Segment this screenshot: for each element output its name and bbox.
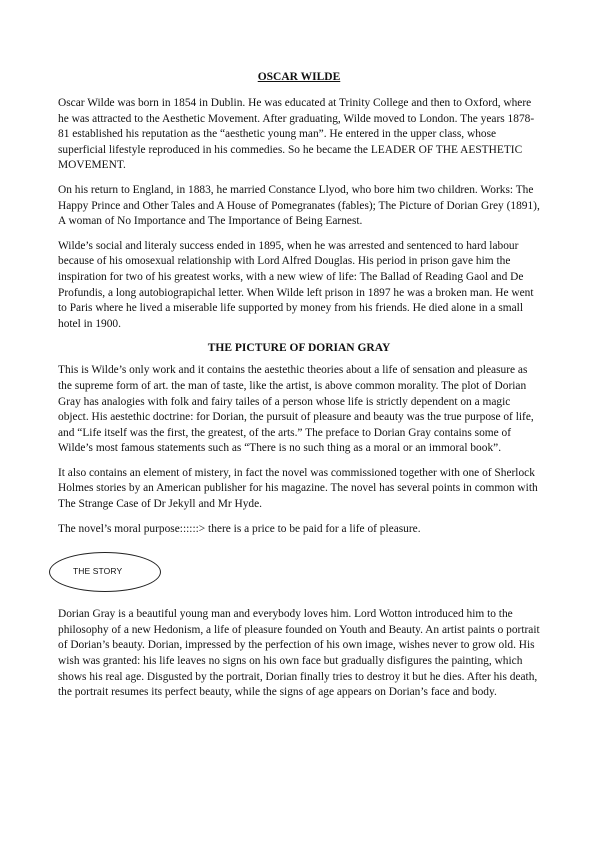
bio-paragraph: On his return to England, in 1883, he married Constance Llyod, who bore him two children. Works: The Happy Prince and Other Tales and A House of Pomegranates (fables); The Picture of Dorian Grey (1891), A woman of No Importance and The Importance of Being Earnest.: [58, 183, 540, 228]
story-label: THE STORY: [73, 566, 123, 577]
bio-paragraph: Oscar Wilde was born in 1854 in Dublin. He was educated at Trinity College and then to Oxford, where he was attracted to the Aesthetic Movement. After graduating, Wilde moved to London. The years 1878-81 established his reputation as the “aesthetic young man”. He entered in the upper class, whose superficial lifestyle reproduced in his commedies. So he became the LEADER OF THE AESTHETIC MOVEMENT.: [58, 97, 535, 172]
document-title: OSCAR WILDE: [257, 71, 341, 83]
dorian-paragraph: The novel’s moral purpose::::::> there is a price to be paid for a life of pleasure.: [58, 522, 421, 535]
document-page: [58, 70, 540, 710]
story-oval-label: [49, 546, 540, 601]
story-paragraph: Dorian Gray is a beautiful young man and everybody loves him. Lord Wotton introduced him to the philosophy of a new Hedonism, a life of pleasure founded on Youth and Beauty. An artist paints o portrait of Dorian’s beauty. Dorian, impressed by the perfection of his own image, wishes never to grow old. His wish was granted: his life leaves no signs on his own face but gradually disfigures the painting, which shows his real age. Disgusted by the portrait, Dorian finally tries to destroy it but he dies. After his death, the portrait resumes its perfect beauty, while the signs of age appears on Dorian’s face and body.: [58, 608, 540, 699]
bio-paragraph: Wilde’s social and literaly success ended in 1895, when he was arrested and sentenced to hard labour because of his omosexual relationship with Lord Alfred Douglas. His period in prison gave him the inspiration for two of his greatest works, with a new wiew of life: The Ballad of Reading Gaol and De Profundis, a long autobiograpichal letter. When Wilde left prison in 1897 he was a broken man. He went to Paris where he lived a miserable life supported by money from his friends. He died alone in a small hotel in 1900.: [58, 239, 534, 330]
section-title: THE PICTURE OF DORIAN GRAY: [207, 342, 391, 355]
dorian-paragraph: This is Wilde’s only work and it contains the aestethic theories about a life of sensation and pleasure as the supreme form of art. the man of taste, like the artist, is above common morality. The plot of Dorian Gray has analogies with folk and fairy tailes of a person whose life is strictly dependent on a magic object. His aestethic doctrine: for Dorian, the pursuit of pleasure and beauty was the true purpose of life, and “Life itself was the first, the greatest, of the arts.” The preface to Dorian Gray contains some of Wilde’s most famous statements such as “There is no such thing as a moral or an immoral book”.: [58, 364, 534, 455]
dorian-paragraph: It also contains an element of mistery, in fact the novel was commissioned together with one of Sherlock Holmes stories by an American publisher for his magazine. The novel has several points in common with The Strange Case of Dr Jekyll and Mr Hyde.: [58, 466, 538, 511]
